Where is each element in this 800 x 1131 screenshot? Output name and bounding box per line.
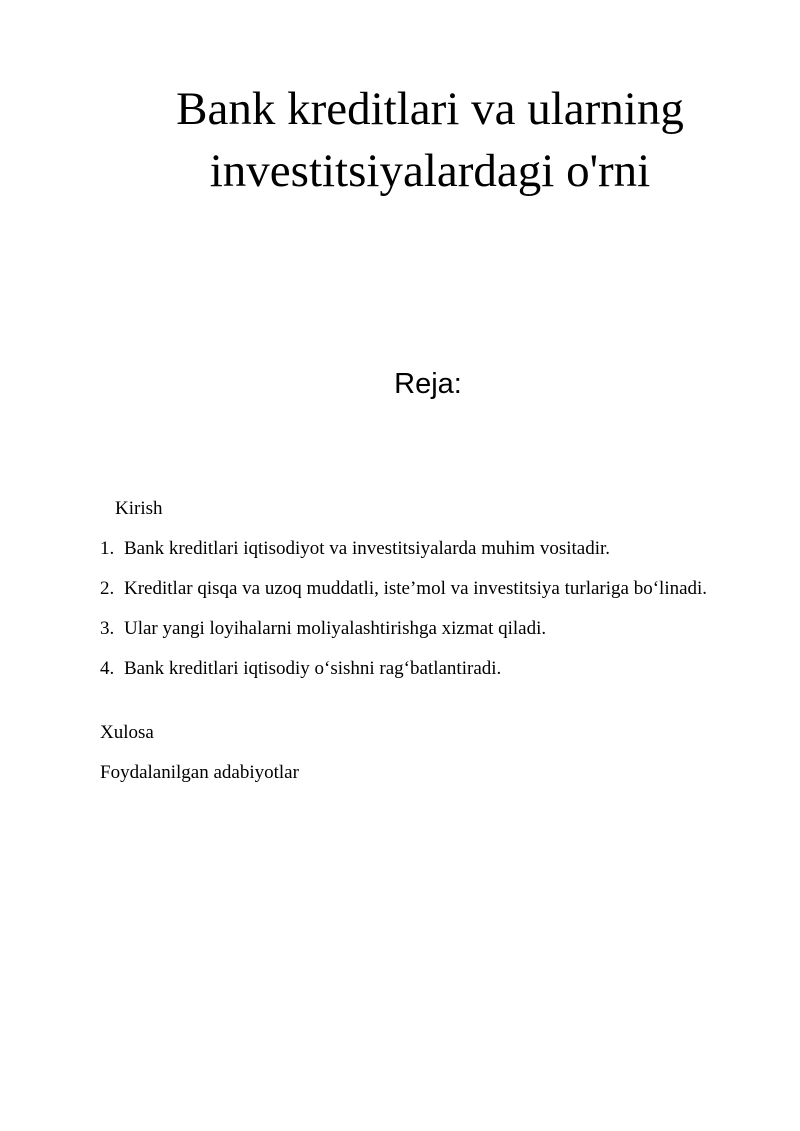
plan-item-text: Bank kreditlari iqtisodiy o‘sishni rag‘batlantiradi. <box>124 658 502 679</box>
plan-item-number: 4. <box>100 658 115 679</box>
plan-item-text: Kreditlar qisqa va uzoq muddatli, iste’mol va investitsiya turlariga bo‘linadi. <box>124 578 708 599</box>
plan-item-number: 1. <box>100 538 115 559</box>
plan-item-number: 3. <box>100 618 115 639</box>
references-item: Foydalanilgan adabiyotlar <box>100 762 299 783</box>
plan-list-item <box>100 575 720 602</box>
plan-item-text: Ular yangi loyihalarni moliyalashtirishga xizmat qiladi. <box>124 618 547 639</box>
plan-list-item <box>100 535 720 562</box>
plan-item-text: Bank kreditlari iqtisodiyot va investitsiyalarda muhim vositadir. <box>124 538 611 559</box>
document-title-line-1: Bank kreditlari va ularning <box>176 83 684 135</box>
plan-list-item <box>100 615 720 642</box>
document-title <box>130 78 730 202</box>
plan-list <box>100 535 720 695</box>
plan-list-item <box>100 655 720 682</box>
plan-item-number: 2. <box>100 578 115 599</box>
intro-item: Kirish <box>115 498 163 519</box>
document-title-line-2: investitsiyalardagi o'rni <box>209 145 651 197</box>
plan-heading: Reja: <box>394 368 462 400</box>
conclusion-item: Xulosa <box>100 722 154 743</box>
